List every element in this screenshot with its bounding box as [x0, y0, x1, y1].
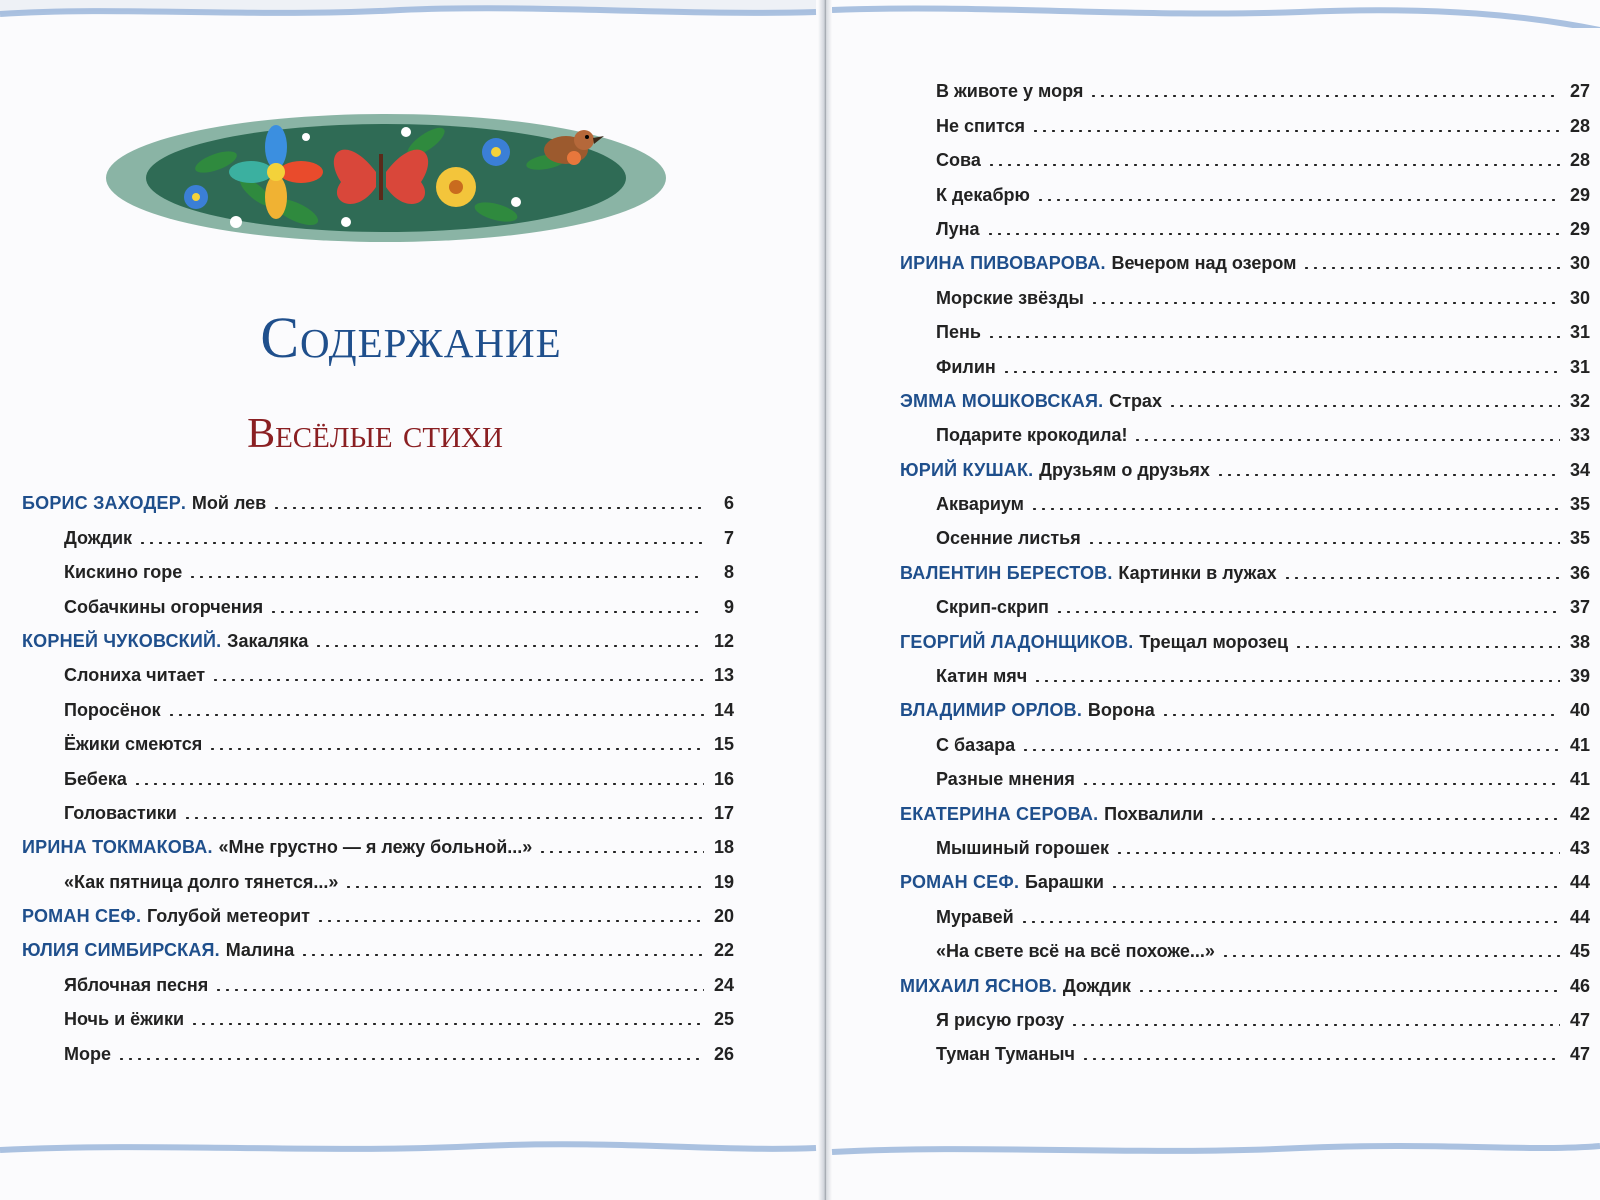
- toc-page-number: 47: [1569, 1009, 1590, 1030]
- toc-page-number: 36: [1569, 562, 1590, 583]
- toc-author-separator: .: [1093, 803, 1099, 824]
- toc-leader-dots: [1030, 508, 1560, 510]
- toc-entry: [900, 68, 1590, 102]
- toc-author: ИРИНА ТОКМАКОВА: [22, 837, 208, 858]
- bottom-edge-decoration: [0, 1136, 1600, 1164]
- toc-page-number: 37: [1569, 597, 1590, 618]
- toc-leader-dots: [1081, 783, 1560, 785]
- toc-page-number: 20: [713, 906, 734, 927]
- toc-leader-dots: [1209, 818, 1560, 820]
- toc-author: ИРИНА ПИВОВАРОВА: [900, 253, 1101, 274]
- toc-leader-dots: [269, 611, 704, 613]
- toc-title: Дождик: [64, 527, 133, 548]
- toc-title: Барашки: [1024, 872, 1104, 893]
- toc-title: Ночь и ёжики: [64, 1009, 185, 1030]
- toc-leader-dots: [1168, 405, 1560, 407]
- toc-author: ЮРИЙ КУШАК: [900, 459, 1029, 480]
- toc-title: «На свете всё на всё похоже...»: [936, 941, 1215, 962]
- toc-title: Мой лев: [191, 493, 267, 514]
- toc-author-separator: .: [1107, 562, 1113, 583]
- toc-leader-dots: [1070, 1024, 1560, 1026]
- toc-leader-dots: [1002, 371, 1560, 373]
- toc-title: Сова: [936, 150, 981, 171]
- toc-page-number: 39: [1569, 666, 1590, 687]
- toc-leader-dots: [1087, 542, 1560, 544]
- toc-author-separator: .: [1051, 975, 1057, 996]
- toc-leader-dots: [167, 714, 704, 716]
- toc-title: Бебека: [64, 768, 127, 789]
- toc-author: БОРИС ЗАХОДЕР: [22, 493, 181, 514]
- toc-entry: [22, 893, 734, 927]
- toc-leader-dots: [1115, 852, 1560, 854]
- toc-entry: [900, 928, 1590, 962]
- toc-entry: [900, 687, 1590, 721]
- toc-leader-dots: [183, 817, 704, 819]
- toc-entry: [22, 686, 734, 720]
- toc-author: ВАЛЕНТИН БЕРЕСТОВ: [900, 562, 1108, 583]
- toc-entry: [900, 859, 1590, 893]
- toc-page-number: 40: [1569, 700, 1590, 721]
- toc-entry: [900, 137, 1590, 171]
- toc-entry: [900, 102, 1590, 136]
- toc-author: РОМАН СЕФ: [900, 872, 1014, 893]
- toc-title: Малина: [225, 940, 295, 961]
- toc-page-number: 32: [1569, 390, 1590, 411]
- toc-page-number: 6: [723, 493, 734, 514]
- toc-page-number: 13: [713, 665, 734, 686]
- toc-author-separator: .: [135, 906, 141, 927]
- toc-leader-dots: [1055, 611, 1560, 613]
- toc-entry: [22, 858, 734, 892]
- toc-entry: [900, 446, 1590, 480]
- toc-leader-dots: [1133, 439, 1560, 441]
- section-title: Весёлые стихи: [247, 411, 503, 457]
- toc-title: «Как пятница долго тянется...»: [64, 871, 339, 892]
- toc-author-separator: .: [1128, 631, 1134, 652]
- toc-author-separator: .: [1100, 253, 1106, 274]
- toc-entry: [22, 927, 734, 961]
- toc-entry: [22, 961, 734, 995]
- toc-title: Катин мяч: [936, 666, 1028, 687]
- toc-page-number: 8: [723, 562, 734, 583]
- toc-page-number: 29: [1569, 218, 1590, 239]
- toc-entry: [22, 755, 734, 789]
- toc-title: Страх: [1109, 390, 1162, 411]
- toc-leader-dots: [1033, 680, 1560, 682]
- toc-page-number: 26: [713, 1043, 734, 1064]
- toc-page-number: 41: [1569, 734, 1590, 755]
- floral-ornament-icon: [96, 92, 676, 258]
- toc-leader-dots: [133, 783, 704, 785]
- toc-entry: [900, 378, 1590, 412]
- toc-title: Мышиный горошек: [936, 837, 1110, 858]
- toc-entry: [22, 790, 734, 824]
- toc-page-number: 14: [713, 699, 734, 720]
- toc-title: В животе у моря: [936, 81, 1084, 102]
- toc-title: Друзьям о друзьях: [1039, 459, 1210, 480]
- toc-entry: [22, 652, 734, 686]
- toc-page-number: 18: [713, 837, 734, 858]
- toc-page-number: 25: [713, 1009, 734, 1030]
- toc-page-number: 15: [713, 734, 734, 755]
- toc-leader-dots: [190, 1023, 704, 1025]
- toc-entry: [22, 549, 734, 583]
- toc-entry: [900, 309, 1590, 343]
- toc-page-number: 16: [713, 768, 734, 789]
- toc-page-number: 41: [1569, 769, 1590, 790]
- toc-page-number: 22: [713, 940, 734, 961]
- toc-title: Подарите крокодила!: [936, 425, 1128, 446]
- toc-page-number: 19: [713, 871, 734, 892]
- toc-entry: [900, 1031, 1590, 1065]
- toc-title: Ёжики смеются: [64, 734, 203, 755]
- toc-title: Разные мнения: [936, 769, 1075, 790]
- toc-title: Кискино горе: [64, 562, 183, 583]
- toc-list-right: [900, 68, 1590, 1065]
- toc-entry: [900, 274, 1590, 308]
- toc-author: РОМАН СЕФ: [22, 906, 136, 927]
- toc-title: «Мне грустно — я лежу больной...»: [218, 837, 533, 858]
- toc-title: Яблочная песня: [64, 974, 209, 995]
- toc-entry: [900, 343, 1590, 377]
- toc-leader-dots: [1110, 886, 1560, 888]
- toc-title: С базара: [936, 734, 1016, 755]
- toc-title: Филин: [936, 356, 996, 377]
- toc-title: Закаляка: [227, 630, 309, 651]
- toc-page-number: 45: [1569, 941, 1590, 962]
- toc-title: Дождик: [1062, 975, 1131, 996]
- toc-author-separator: .: [1028, 459, 1034, 480]
- toc-leader-dots: [1221, 955, 1560, 957]
- toc-leader-dots: [188, 576, 704, 578]
- toc-leader-dots: [1036, 199, 1560, 201]
- toc-title: Туман Туманыч: [936, 1044, 1075, 1065]
- toc-leader-dots: [538, 851, 704, 853]
- toc-page-number: 34: [1569, 459, 1590, 480]
- toc-page-number: 35: [1569, 494, 1590, 515]
- toc-author: МИХАИЛ ЯСНОВ: [900, 975, 1052, 996]
- toc-entry: [22, 824, 734, 858]
- toc-entry: [900, 206, 1590, 240]
- toc-entry: [900, 171, 1590, 205]
- toc-list-left: [22, 480, 734, 1065]
- toc-title: Морские звёзды: [936, 287, 1084, 308]
- toc-entry: [22, 996, 734, 1030]
- toc-title: Похвалили: [1104, 803, 1204, 824]
- toc-page-number: 33: [1569, 425, 1590, 446]
- toc-title: Трещал морозец: [1139, 631, 1289, 652]
- toc-entry: [900, 825, 1590, 859]
- toc-leader-dots: [344, 886, 704, 888]
- toc-entry: [900, 515, 1590, 549]
- toc-entry: [900, 412, 1590, 446]
- toc-title: Луна: [936, 218, 980, 239]
- toc-title: Я рисую грозу: [936, 1009, 1065, 1030]
- toc-entry: [900, 962, 1590, 996]
- toc-entry: [22, 1030, 734, 1064]
- toc-entry: [900, 549, 1590, 583]
- toc-title: Голубой метеорит: [146, 906, 310, 927]
- toc-leader-dots: [1161, 714, 1560, 716]
- toc-author: ЭММА МОШКОВСКАЯ: [900, 390, 1099, 411]
- toc-entry: [900, 618, 1590, 652]
- toc-leader-dots: [1216, 474, 1560, 476]
- toc-leader-dots: [987, 336, 1560, 338]
- toc-entry: [22, 721, 734, 755]
- toc-leader-dots: [987, 164, 1560, 166]
- toc-leader-dots: [1081, 1058, 1560, 1060]
- toc-leader-dots: [1021, 749, 1560, 751]
- toc-entry: [900, 756, 1590, 790]
- toc-title: Ворона: [1087, 700, 1155, 721]
- toc-entry: [900, 790, 1590, 824]
- toc-leader-dots: [1283, 577, 1560, 579]
- toc-title: Головастики: [64, 802, 177, 823]
- toc-leader-dots: [208, 748, 704, 750]
- toc-page-number: 30: [1569, 287, 1590, 308]
- toc-page-number: 44: [1569, 906, 1590, 927]
- toc-leader-dots: [1089, 95, 1560, 97]
- toc-page-number: 46: [1569, 975, 1590, 996]
- toc-leader-dots: [211, 679, 704, 681]
- toc-author: ЮЛИЯ СИМБИРСКАЯ: [22, 940, 215, 961]
- toc-page-number: 30: [1569, 253, 1590, 274]
- toc-leader-dots: [1090, 302, 1560, 304]
- toc-author-separator: .: [1076, 700, 1082, 721]
- toc-author: ВЛАДИМИР ОРЛОВ: [900, 700, 1077, 721]
- toc-page-number: 27: [1569, 81, 1590, 102]
- toc-author-separator: .: [216, 630, 222, 651]
- toc-leader-dots: [314, 645, 704, 647]
- toc-entry: [22, 583, 734, 617]
- toc-page-number: 28: [1569, 115, 1590, 136]
- toc-author-separator: .: [180, 493, 186, 514]
- toc-leader-dots: [1302, 267, 1560, 269]
- toc-leader-dots: [1031, 130, 1560, 132]
- toc-author: ГЕОРГИЙ ЛАДОНЩИКОВ: [900, 631, 1129, 652]
- toc-author-separator: .: [214, 940, 220, 961]
- toc-title: Не спится: [936, 115, 1026, 136]
- toc-title: Слониха читает: [64, 665, 206, 686]
- toc-page-number: 28: [1569, 150, 1590, 171]
- toc-leader-dots: [1020, 921, 1560, 923]
- toc-title: К декабрю: [936, 184, 1030, 205]
- toc-leader-dots: [117, 1058, 704, 1060]
- toc-author: ЕКАТЕРИНА СЕРОВА: [900, 803, 1094, 824]
- toc-page-number: 31: [1569, 356, 1590, 377]
- toc-title: Пень: [936, 322, 981, 343]
- toc-title: Муравей: [936, 906, 1014, 927]
- toc-title: Море: [64, 1043, 111, 1064]
- toc-title: Осенние листья: [936, 528, 1081, 549]
- toc-entry: [22, 514, 734, 548]
- toc-page-number: 31: [1569, 322, 1590, 343]
- toc-title: Скрип-скрип: [936, 597, 1049, 618]
- toc-title: Собачкины огорчения: [64, 596, 264, 617]
- toc-leader-dots: [1294, 646, 1560, 648]
- toc-leader-dots: [272, 507, 704, 509]
- toc-leader-dots: [138, 542, 704, 544]
- toc-entry: [900, 240, 1590, 274]
- toc-page-number: 29: [1569, 184, 1590, 205]
- toc-author-separator: .: [1013, 872, 1019, 893]
- toc-title: Вечером над озером: [1111, 253, 1297, 274]
- toc-entry: [900, 997, 1590, 1031]
- toc-author-separator: .: [207, 837, 213, 858]
- toc-entry: [900, 653, 1590, 687]
- toc-title: Аквариум: [936, 494, 1024, 515]
- toc-title: Картинки в лужах: [1118, 562, 1277, 583]
- toc-author: КОРНЕЙ ЧУКОВСКИЙ: [22, 630, 217, 651]
- toc-page-number: 17: [713, 802, 734, 823]
- toc-page-number: 38: [1569, 631, 1590, 652]
- toc-leader-dots: [1137, 990, 1560, 992]
- toc-page-number: 43: [1569, 837, 1590, 858]
- toc-leader-dots: [300, 954, 704, 956]
- toc-leader-dots: [214, 989, 704, 991]
- toc-author-separator: .: [1098, 390, 1104, 411]
- toc-page-number: 12: [713, 630, 734, 651]
- toc-entry: [22, 480, 734, 514]
- toc-title: Поросёнок: [64, 699, 161, 720]
- toc-entry: [22, 618, 734, 652]
- toc-entry: [900, 584, 1590, 618]
- toc-entry: [900, 721, 1590, 755]
- toc-entry: [900, 481, 1590, 515]
- toc-page-number: 44: [1569, 872, 1590, 893]
- toc-leader-dots: [316, 920, 704, 922]
- toc-entry: [900, 893, 1590, 927]
- toc-page-number: 7: [723, 527, 734, 548]
- page-title: Содержание: [260, 305, 562, 370]
- toc-page-number: 24: [713, 974, 734, 995]
- toc-page-number: 9: [723, 596, 734, 617]
- toc-page-number: 47: [1569, 1044, 1590, 1065]
- toc-page-number: 35: [1569, 528, 1590, 549]
- toc-leader-dots: [986, 233, 1560, 235]
- toc-page-number: 42: [1569, 803, 1590, 824]
